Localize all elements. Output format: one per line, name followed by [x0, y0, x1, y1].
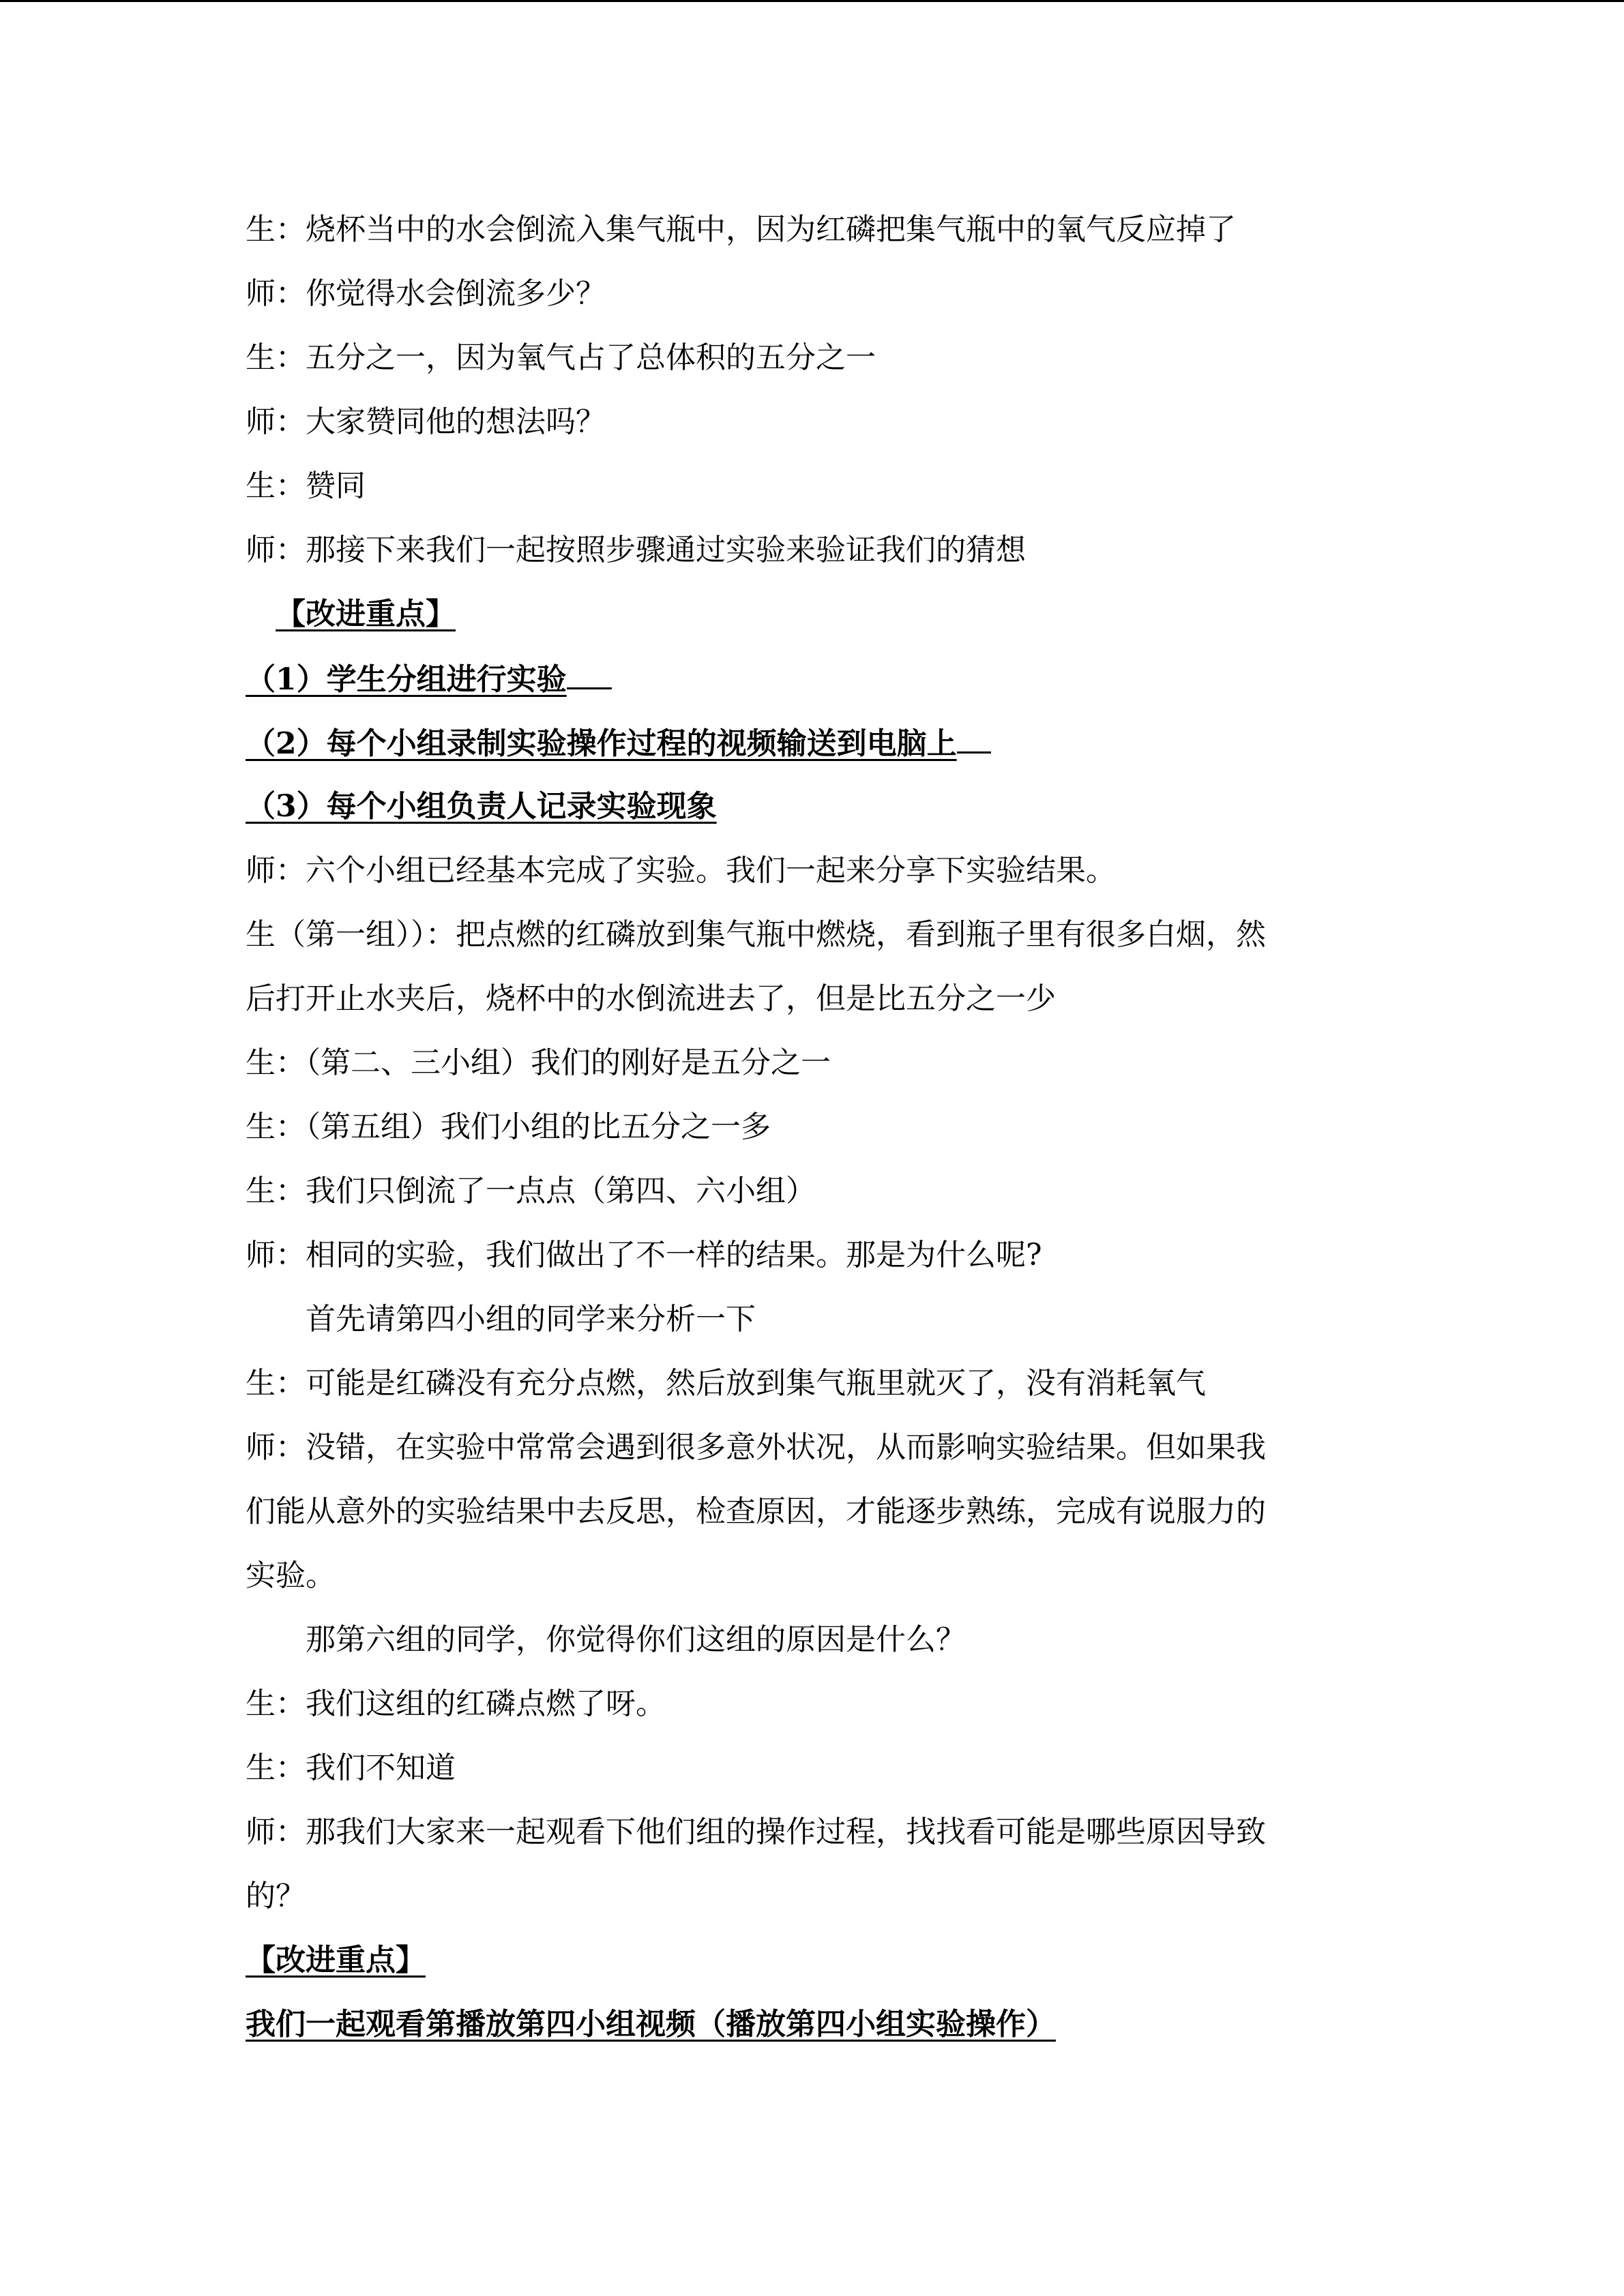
improvement-heading	[246, 1928, 1405, 1993]
dialogue-line	[246, 1480, 1405, 1544]
dialogue-line	[246, 390, 1405, 454]
line-text: 师：六个小组已经基本完成了实验。我们一起来分享下实验结果。	[246, 853, 1116, 888]
item-text: （3）每个小组负责人记录实验现象	[246, 789, 717, 824]
improvement-item	[246, 711, 1405, 775]
item-text: （1）学生分组进行实验	[246, 662, 567, 697]
line-text: 师：那我们大家来一起观看下他们组的操作过程，找找看可能是哪些原因导致	[246, 1815, 1266, 1849]
improvement-item	[246, 1993, 1405, 2057]
heading-text: 【改进重点】	[246, 1943, 426, 1978]
line-text: 那第六组的同学，你觉得你们这组的原因是什么？	[306, 1622, 966, 1657]
dialogue-line	[246, 198, 1405, 262]
line-text: 生：赞同	[246, 468, 366, 503]
dialogue-line	[246, 326, 1405, 390]
line-text: 生：烧杯当中的水会倒流入集气瓶中，因为红磷把集气瓶中的氧气反应掉了	[246, 212, 1236, 247]
dialogue-line	[246, 1736, 1405, 1800]
item-text: （2）每个小组录制实验操作过程的视频输送到电脑上	[246, 726, 957, 761]
improvement-heading	[246, 582, 1405, 646]
line-text: 们能从意外的实验结果中去反思，检查原因，才能逐步熟练，完成有说服力的	[246, 1494, 1266, 1529]
line-text: 生：可能是红磷没有充分点燃，然后放到集气瓶里就灭了，没有消耗氧气	[246, 1366, 1206, 1401]
line-text: 生：五分之一，因为氧气占了总体积的五分之一	[246, 340, 876, 375]
line-text: 生：我们不知道	[246, 1750, 456, 1785]
dialogue-line	[246, 518, 1405, 582]
dialogue-line	[246, 839, 1405, 903]
line-text: 生：我们只倒流了一点点（第四、六小组）	[246, 1174, 816, 1208]
dialogue-line	[246, 903, 1405, 967]
line-text: 生：（第五组）我们小组的比五分之一多	[246, 1109, 771, 1144]
underline-padding	[957, 711, 991, 754]
line-text: 生：我们这组的红磷点燃了呀。	[246, 1686, 666, 1721]
line-text: 首先请第四小组的同学来分析一下	[306, 1302, 756, 1337]
improvement-item	[246, 646, 1405, 711]
dialogue-line	[246, 454, 1405, 518]
improvement-item	[246, 775, 1405, 839]
underline-padding	[567, 646, 612, 689]
dialogue-line	[246, 1095, 1405, 1159]
dialogue-line	[246, 1031, 1405, 1095]
dialogue-line	[246, 1287, 1405, 1352]
line-text: 后打开止水夹后，烧杯中的水倒流进去了，但是比五分之一少	[246, 981, 1056, 1016]
dialogue-line	[246, 1672, 1405, 1736]
line-text: 师：相同的实验，我们做出了不一样的结果。那是为什么呢?	[246, 1238, 1042, 1272]
line-text: 师：大家赞同他的想法吗？	[246, 404, 606, 439]
dialogue-line	[246, 967, 1405, 1031]
top-border-rule	[0, 0, 1624, 2]
dialogue-line	[246, 1223, 1405, 1287]
line-text: 的？	[246, 1879, 306, 1913]
heading-text: 【改进重点】	[276, 597, 456, 631]
line-text: 生：（第二、三小组）我们的刚好是五分之一	[246, 1045, 831, 1080]
dialogue-line	[246, 262, 1405, 326]
dialogue-line	[246, 1608, 1405, 1672]
dialogue-line	[246, 1416, 1405, 1480]
document-page	[246, 198, 1405, 2057]
dialogue-line	[246, 1800, 1405, 1864]
dialogue-line	[246, 1352, 1405, 1416]
line-text: 生（第一组））：把点燃的红磷放到集气瓶中燃烧，看到瓶子里有很多白烟，然	[246, 917, 1266, 952]
line-text: 师：那接下来我们一起按照步骤通过实验来验证我们的猜想	[246, 533, 1026, 567]
line-text: 师：没错，在实验中常常会遇到很多意外状况，从而影响实验结果。但如果我	[246, 1430, 1266, 1465]
line-text: 师：你觉得水会倒流多少？	[246, 276, 606, 311]
item-text: 我们一起观看第播放第四小组视频（播放第四小组实验操作）	[246, 2007, 1056, 2042]
dialogue-line	[246, 1864, 1405, 1928]
line-text: 实验。	[246, 1558, 336, 1593]
dialogue-line	[246, 1159, 1405, 1223]
dialogue-line	[246, 1544, 1405, 1608]
